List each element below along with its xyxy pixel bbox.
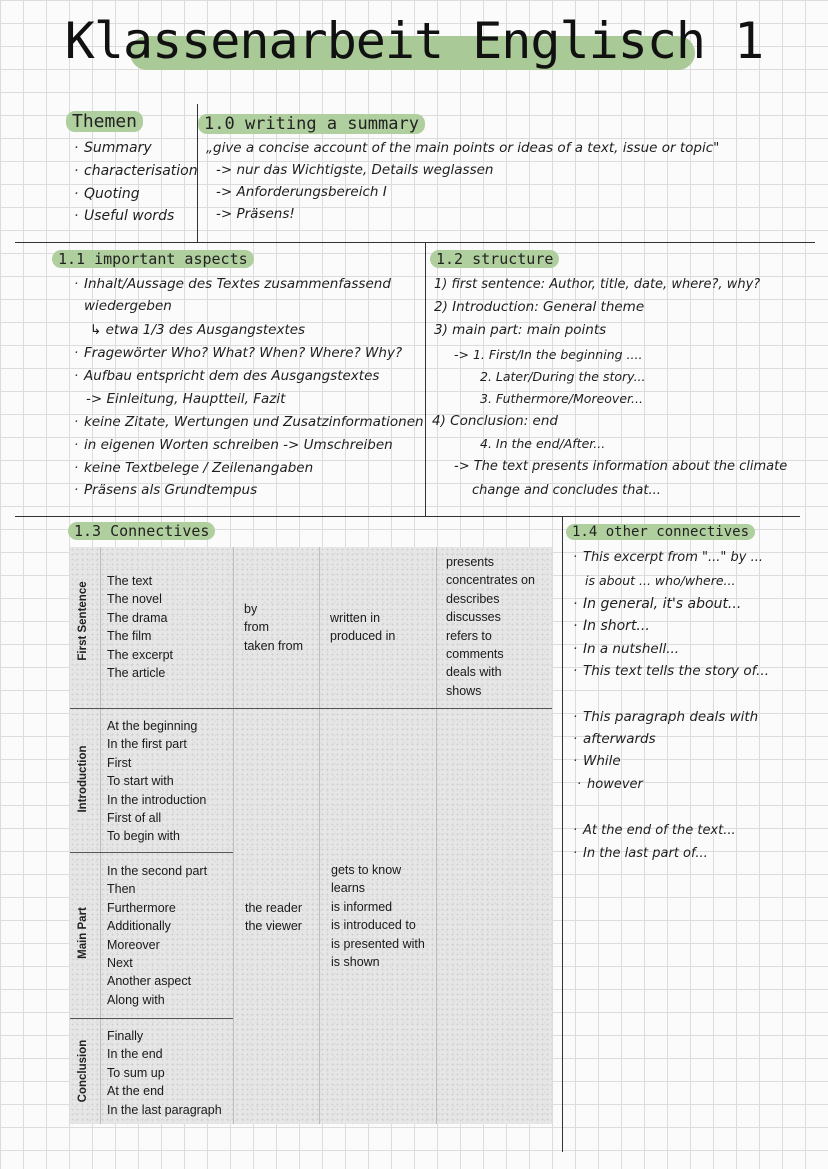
section-divider bbox=[15, 242, 815, 243]
structure-line: change and concludes that... bbox=[472, 483, 661, 498]
aspects-line: · keine Zitate, Wertungen und Zusatzinformationen bbox=[84, 414, 424, 431]
aspects-line: · Fragewörter Who? What? When? Where? Why? bbox=[84, 345, 402, 362]
aspects-line: ↳ etwa 1/3 des Ausgangstextes bbox=[90, 322, 306, 338]
first-sentence-col3 bbox=[330, 609, 395, 646]
table-cell: In the first part bbox=[107, 737, 187, 752]
table-cell: refers to bbox=[446, 628, 492, 643]
table-cell: The drama bbox=[107, 610, 168, 625]
table-cell: Furthermore bbox=[107, 900, 176, 915]
introduction-col1 bbox=[107, 717, 206, 846]
connectives-table bbox=[70, 547, 552, 1124]
table-cell: gets to know bbox=[331, 863, 402, 877]
table-cell: taken from bbox=[244, 638, 304, 653]
aspects-line: -> Einleitung, Hauptteil, Fazit bbox=[86, 391, 286, 407]
structure-line: 4) Conclusion: end bbox=[432, 413, 558, 429]
main-part-col2 bbox=[245, 899, 302, 936]
table-cell: the viewer bbox=[245, 919, 302, 934]
other-connective-line: · This paragraph deals with bbox=[583, 709, 758, 726]
table-column-line bbox=[436, 547, 437, 1124]
table-cell: concentrates on bbox=[446, 573, 535, 588]
connectives-heading: 1.3 Connectives bbox=[68, 522, 215, 540]
main-part-col1 bbox=[107, 862, 207, 1009]
table-cell: Moreover bbox=[107, 937, 160, 952]
aspects-line: · keine Textbelege / Zeilenangaben bbox=[84, 460, 313, 477]
table-cell: To start with bbox=[107, 774, 174, 789]
table-cell: In the end bbox=[107, 1047, 163, 1062]
table-cell: Another aspect bbox=[107, 974, 192, 989]
aspects-line: · Aufbau entspricht dem des Ausgangstextes bbox=[84, 368, 379, 385]
table-cell: is introduced to bbox=[331, 918, 416, 933]
other-connective-line: · In a nutshell... bbox=[583, 641, 679, 658]
table-cell: deals with bbox=[446, 665, 502, 680]
table-cell: Along with bbox=[107, 992, 165, 1007]
structure-line: 1) first sentence: Author, title, date, where?, why? bbox=[434, 277, 761, 292]
table-cell: comments bbox=[446, 647, 504, 662]
structure-line: 2. Later/During the story... bbox=[480, 369, 646, 384]
introduction-label: Introduction bbox=[77, 745, 89, 813]
aspects-line: wiedergeben bbox=[84, 298, 172, 314]
table-cell: shows bbox=[446, 683, 482, 698]
first-sentence-label: First Sentence bbox=[77, 581, 89, 661]
table-cell: by bbox=[244, 602, 258, 616]
table-column-line bbox=[233, 547, 234, 1124]
table-cell: At the end bbox=[107, 1084, 164, 1099]
table-cell: The film bbox=[107, 629, 152, 644]
section-divider bbox=[15, 516, 800, 517]
structure-line: -> 1. First/In the beginning .... bbox=[454, 347, 643, 362]
table-cell: describes bbox=[446, 591, 500, 606]
other-connective-line: · however bbox=[587, 776, 643, 793]
table-cell: The novel bbox=[107, 592, 162, 607]
table-cell: The excerpt bbox=[107, 647, 174, 662]
table-cell: The article bbox=[107, 666, 166, 681]
table-cell: written in bbox=[330, 611, 381, 625]
table-cell: Additionally bbox=[107, 919, 171, 934]
first-sentence-col1 bbox=[107, 572, 173, 682]
other-connective-line: · This excerpt from "..." by ... bbox=[583, 549, 763, 566]
summary-line: -> nur das Wichtigste, Details weglassen bbox=[216, 162, 494, 178]
table-cell: produced in bbox=[330, 629, 396, 644]
topic-item: · Useful words bbox=[84, 208, 174, 225]
table-cell: In the introduction bbox=[107, 792, 207, 807]
main-part-label: Main Part bbox=[77, 907, 89, 959]
table-cell: To sum up bbox=[107, 1065, 165, 1080]
other-connective-line: · In short... bbox=[583, 618, 650, 635]
table-cell: the reader bbox=[245, 901, 302, 915]
aspects-line: · Präsens als Grundtempus bbox=[84, 482, 257, 499]
other-connective-line: · afterwards bbox=[583, 731, 656, 748]
table-cell: To begin with bbox=[107, 829, 180, 844]
aspects-structure-divider bbox=[425, 242, 426, 516]
topic-item: · Summary bbox=[84, 140, 152, 157]
first-sentence-col2 bbox=[244, 600, 303, 655]
summary-line: -> Anforderungsbereich I bbox=[216, 184, 387, 200]
table-cell: At the beginning bbox=[107, 719, 198, 733]
main-part-col3 bbox=[331, 861, 425, 971]
table-cell: is informed bbox=[331, 899, 393, 914]
other-connective-line: · At the end of the text... bbox=[583, 822, 736, 839]
topic-item: · characterisation bbox=[84, 163, 198, 180]
first-sentence-col4 bbox=[446, 553, 535, 700]
structure-line: 2) Introduction: General theme bbox=[434, 299, 645, 315]
topics-heading: Themen bbox=[66, 111, 143, 132]
structure-line: 3) main part: main points bbox=[434, 322, 607, 338]
table-cell: In the second part bbox=[107, 864, 208, 878]
other-connective-line: · In general, it's about... bbox=[583, 596, 741, 613]
table-cell: The text bbox=[107, 574, 153, 588]
table-cell: is presented with bbox=[331, 936, 425, 951]
connectives-divider bbox=[562, 516, 563, 1152]
aspects-heading: 1.1 important aspects bbox=[52, 250, 254, 268]
table-cell: Then bbox=[107, 882, 136, 897]
table-cell: Next bbox=[107, 956, 133, 971]
structure-line: 4. In the end/After... bbox=[480, 436, 606, 451]
table-row-divider bbox=[70, 852, 233, 853]
summary-line: -> Präsens! bbox=[216, 206, 295, 222]
table-column-line bbox=[100, 547, 101, 1124]
other-connective-line: · This text tells the story of... bbox=[583, 663, 769, 680]
table-cell: learns bbox=[331, 881, 366, 896]
table-cell: First bbox=[107, 755, 132, 770]
aspects-line: · in eigenen Worten schreiben -> Umschreiben bbox=[84, 437, 393, 454]
table-cell: discusses bbox=[446, 610, 501, 625]
table-cell: First of all bbox=[107, 811, 162, 826]
table-cell: is shown bbox=[331, 955, 380, 970]
conclusion-col1 bbox=[107, 1027, 222, 1119]
aspects-line: · Inhalt/Aussage des Textes zusammenfassend bbox=[84, 276, 391, 293]
structure-heading: 1.2 structure bbox=[430, 250, 559, 268]
other-connective-line: · In the last part of... bbox=[583, 845, 708, 862]
table-cell: Finally bbox=[107, 1029, 144, 1043]
other-connective-line: is about ... who/where... bbox=[585, 573, 736, 588]
structure-line: -> The text presents information about the climate bbox=[454, 459, 788, 474]
table-cell: presents bbox=[446, 555, 494, 569]
table-column-line bbox=[319, 547, 320, 1124]
table-row-divider bbox=[70, 1018, 233, 1019]
summary-heading: 1.0 writing a summary bbox=[198, 114, 425, 134]
table-row-divider bbox=[70, 708, 552, 709]
other-connectives-heading: 1.4 other connectives bbox=[566, 524, 755, 540]
summary-line: „give a concise account of the main points or ideas of a text, issue or topic" bbox=[206, 140, 720, 156]
table-cell: In the last paragraph bbox=[107, 1102, 222, 1117]
conclusion-label: Conclusion bbox=[77, 1039, 89, 1103]
topic-item: · Quoting bbox=[84, 186, 140, 203]
structure-line: 3. Futhermore/Moreover... bbox=[480, 391, 643, 406]
table-cell: from bbox=[244, 620, 269, 635]
other-connective-line: · While bbox=[583, 753, 621, 770]
page-title: Klassenarbeit Englisch 1 bbox=[64, 12, 764, 70]
